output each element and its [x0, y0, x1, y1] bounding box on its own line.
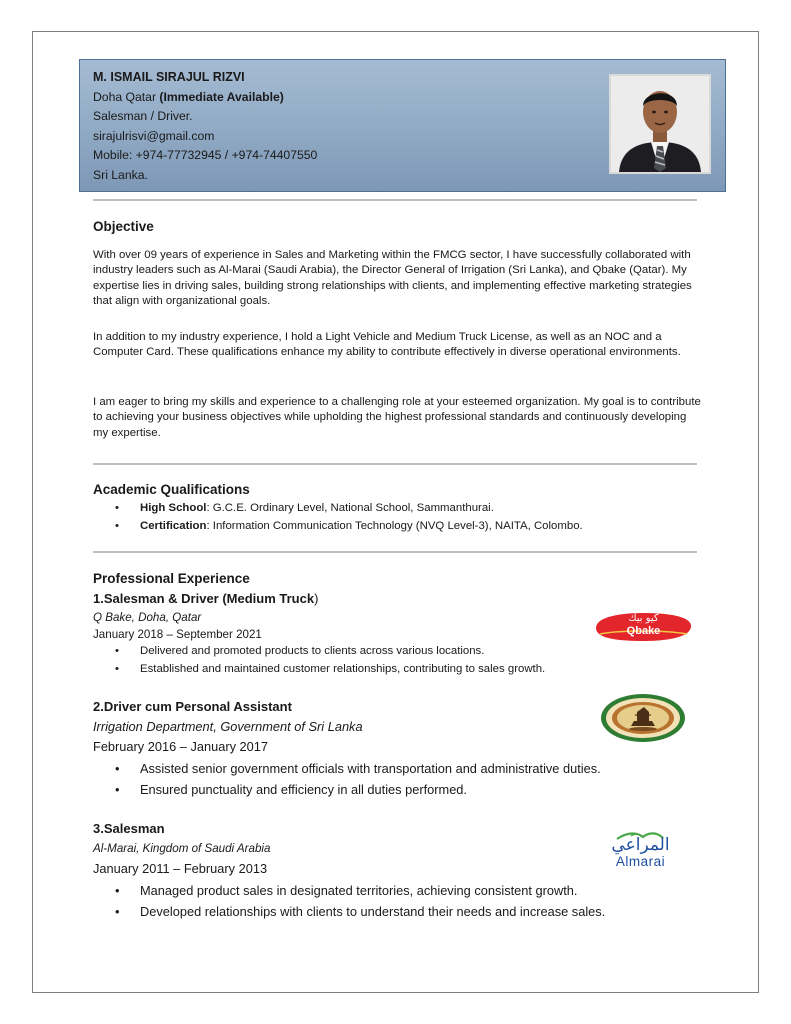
- almarai-logo: [591, 830, 690, 870]
- employer: Irrigation Department, Government of Sri Lanka: [93, 719, 363, 734]
- list-item: • Established and maintained customer relationships, contributing to sales growth.: [93, 661, 703, 679]
- objective-paragraph-3: I am eager to bring my skills and experience to a challenging role at your esteemed organization. My goal is to contribute to achieving your business objectives while upholding the highest professional standards and continuously developing my expertise.: [93, 396, 701, 439]
- profile-photo: [609, 74, 711, 174]
- logo-arabic-text: كيو بيك: [628, 613, 659, 624]
- list-item: • Delivered and promoted products to clients across various locations.: [93, 643, 703, 661]
- job-dates: January 2011 – February 2013: [93, 861, 268, 876]
- employer: Al-Marai, Kingdom of Saudi Arabia: [93, 842, 271, 855]
- job-dates: January 2018 – September 2021: [93, 628, 262, 641]
- list-item: • Ensured punctuality and efficiency in all duties performed.: [93, 779, 703, 800]
- logo-latin-text: Almarai: [615, 854, 666, 869]
- objective-paragraph-1: With over 09 years of experience in Sales and Marketing within the FMCG sector, I have successfully collaborated with industry leaders such as Al-Marai (Saudi Arabia), the Director General of Irrigation (Sri Lanka), and Qbake (Qatar). My expertise lies in driving sales, building strong relationships with clients, and implementing effective marketing strategies that align with organizational goals.: [93, 249, 692, 308]
- mobile: Mobile: +974-77732945 / +974-74407550: [93, 148, 318, 162]
- contact-header: [79, 59, 726, 192]
- job-dates: February 2016 – January 2017: [93, 739, 269, 754]
- job-title: [93, 591, 318, 606]
- candidate-name: M. ISMAIL SIRAJUL RIZVI: [93, 70, 245, 84]
- objective-paragraph-2: In addition to my industry experience, I hold a Light Vehicle and Medium Truck License, as well as an NOC and a Computer Card. These qualifications enhance my ability to contribute effectively in diverse operational environments.: [93, 331, 681, 359]
- availability: (Immediate Available): [159, 89, 284, 104]
- qualification-text: : Information Communication Technology (NVQ Level-3), NAITA, Colombo.: [206, 519, 583, 532]
- qualification-label: Certification: [140, 519, 207, 532]
- qualification-text: : G.C.E. Ordinary Level, National School, Sammanthurai.: [206, 502, 494, 514]
- qualification-label: High School: [140, 502, 207, 514]
- country: Sri Lanka.: [93, 167, 148, 182]
- logo-latin-text: Qbake: [626, 625, 661, 637]
- divider: [93, 199, 697, 201]
- objective-title: Objective: [93, 219, 154, 234]
- logo-arabic-text: المراعي: [611, 835, 670, 855]
- list-item: • Assisted senior government officials with transportation and administrative duties.: [93, 758, 703, 779]
- duties-list: [93, 880, 703, 922]
- qbake-logo: [594, 612, 693, 642]
- duties-list: [93, 758, 703, 800]
- job-title-text: 1.Salesman & Driver (Medium Truck: [93, 591, 315, 606]
- list-item: [93, 500, 703, 518]
- job-title: 3.Salesman: [93, 821, 165, 836]
- job-title: 2.Driver cum Personal Assistant: [93, 699, 292, 714]
- list-item: • Developed relationships with clients to understand their needs and increase sales.: [93, 901, 703, 922]
- list-item: • Managed product sales in designated territories, achieving consistent growth.: [93, 880, 703, 901]
- role: Salesman / Driver.: [93, 109, 193, 123]
- experience-title: Professional Experience: [93, 571, 250, 586]
- divider: [93, 463, 697, 465]
- duties-list: [93, 643, 703, 679]
- academic-list: [93, 500, 703, 536]
- divider: [93, 551, 697, 553]
- list-item: [93, 518, 703, 536]
- academic-title: Academic Qualifications: [93, 482, 250, 497]
- employer: Q Bake, Doha, Qatar: [93, 611, 202, 624]
- email: sirajulrisvi@gmail.com: [93, 128, 215, 143]
- emblem-icon: [600, 693, 686, 743]
- location: Doha Qatar: [93, 89, 160, 104]
- job-title-end: ): [314, 591, 319, 606]
